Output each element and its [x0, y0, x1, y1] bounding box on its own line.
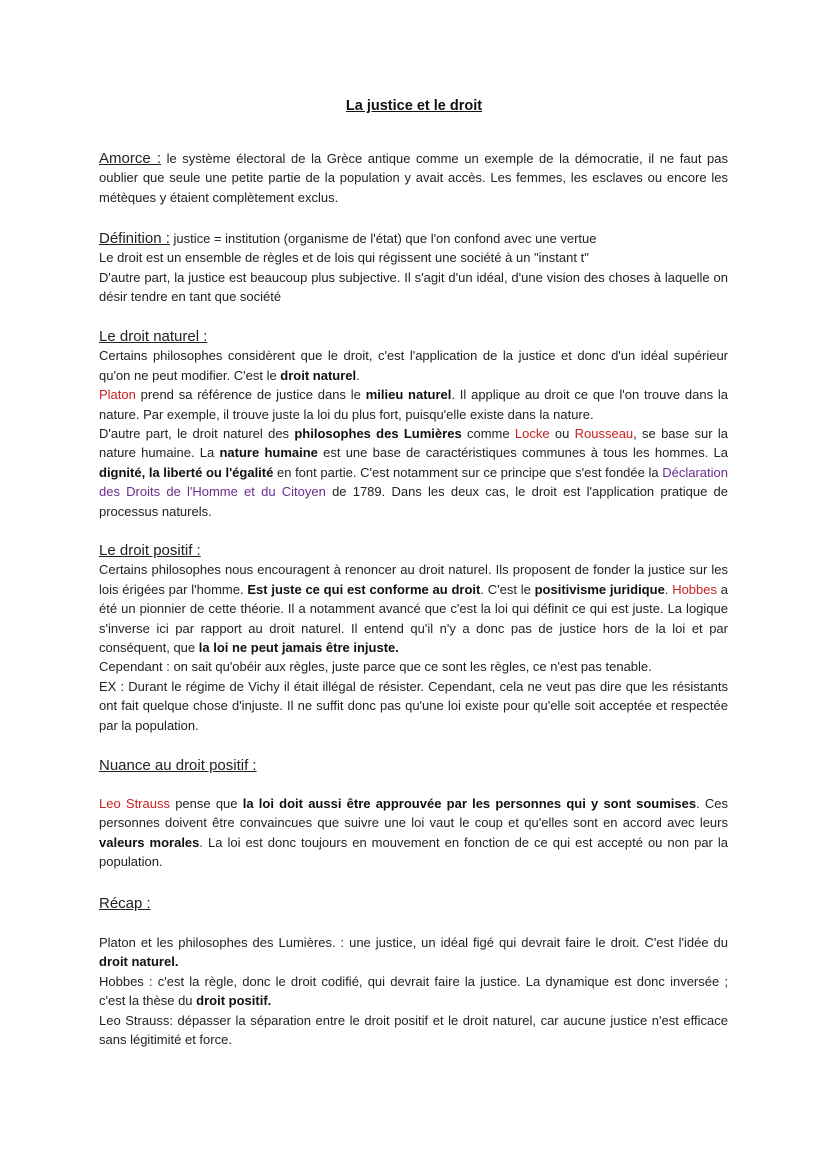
section-recap-body: [99, 933, 728, 1049]
definition-line-3: D'autre part, la justice est beaucoup plus subjective. Il s'agit d'un idéal, d'une vision des choses à laquelle on désir tendre en tant que société: [99, 269, 728, 305]
section-droit-positif: [99, 541, 728, 735]
droit-naturel-paragraph-1: Certains philosophes considèrent que le droit, c'est l'application de la justice et donc d'un idéal supérieur qu'on ne peut modifier. C'est le droit naturel.: [99, 348, 728, 383]
amorce-label: Amorce :: [99, 150, 161, 167]
section-nuance: [99, 756, 728, 775]
droit-positif-paragraph-1: Certains philosophes nous encouragent à renoncer au droit naturel. Ils proposent de fonder la justice sur les lois érigées par l'homme. Est juste ce qui est conforme au droit. C'est le positivisme juridique. Hobbes a été un pionnier de cette théorie. Il a notamment avancé que c'est la loi qui définit ce qui est juste. La logique s'inverse ici par rapport au droit naturel. Il entend qu'il n'y a donc pas de justice hors de la loi et par conséquent, que la loi ne peut jamais être injuste.: [99, 562, 728, 656]
droit-naturel-paragraph-3: D'autre part, le droit naturel des philosophes des Lumières comme Locke ou Rousseau, se base sur la nature humaine. La nature humaine est une base de caractéristiques communes à tous les hommes. La dignité, la liberté ou l'égalité en font partie. C'est notamment sur ce principe que s'est fondée la Déclaration des Droits de l'Homme et du Citoyen de 1789. Dans les deux cas, le droit est l'application pratique de processus naturels.: [99, 426, 729, 519]
droit-positif-paragraph-2: Cependant : on sait qu'obéir aux règles, juste parce que ce sont les règles, ce n'est pas tenable.: [99, 659, 652, 675]
name-platon: Platon: [99, 387, 136, 403]
name-leo-strauss: Leo Strauss: [99, 796, 170, 811]
nuance-heading: Nuance au droit positif :: [99, 757, 257, 774]
amorce-paragraph: [99, 149, 728, 207]
droit-naturel-paragraph-2: Platon prend sa référence de justice dans le milieu naturel. Il applique au droit ce que l'on trouve dans la nature. Par exemple, il trouve juste la loi du plus fort, puisqu'elle existe dans la nature.: [99, 387, 728, 422]
definition-line-1: Définition : justice = institution (organisme de l'état) que l'on confond avec une vertue: [99, 230, 597, 247]
recap-paragraph-2: Hobbes : c'est la règle, donc le droit codifié, qui devrait faire la justice. La dynamique est donc inversée ; c'est la thèse du droit positif.: [99, 973, 728, 1009]
definition-label: Définition :: [99, 230, 170, 247]
section-amorce: [99, 149, 728, 207]
section-recap: [99, 894, 728, 913]
nuance-paragraph: Leo Strauss pense que la loi doit aussi être approuvée par les personnes qui y sont soumises. Ces personnes doivent être convaincues que suivre une loi vaut le coup et qu'elles sont en accord avec leurs valeurs morales. La loi est donc toujours en mouvement en fonction de ce qui est accepté ou non par la population.: [99, 796, 729, 870]
section-definition: [99, 229, 728, 307]
document-title: La justice et le droit: [345, 98, 483, 114]
definition-line-2: Le droit est un ensemble de règles et de lois qui régissent une société à un "instant t": [99, 250, 589, 266]
name-rousseau: Rousseau: [574, 426, 634, 442]
name-locke: Locke: [514, 426, 550, 442]
section-nuance-body: [99, 794, 728, 872]
section-droit-naturel: [99, 327, 728, 521]
droit-positif-heading: Le droit positif :: [99, 542, 201, 559]
recap-heading: Récap :: [99, 895, 151, 912]
droit-positif-paragraph-3: EX : Durant le régime de Vichy il était illégal de résister. Cependant, cela ne veut pas dire que les résistants ont fait quelque chose d'injuste. Il ne suffit donc pas qu'une loi existe pour qu'elle soit acceptée et respectée par la population.: [99, 678, 728, 733]
droit-naturel-heading: Le droit naturel :: [99, 328, 208, 345]
recap-paragraph-1: Platon et les philosophes des Lumières. : une justice, un idéal figé qui devrait faire le droit. C'est l'idée du droit naturel.: [99, 935, 728, 970]
declaration-reference: Déclaration des Droits de l'Homme et du Citoyen: [99, 464, 728, 500]
name-hobbes: Hobbes: [672, 581, 717, 597]
amorce-text: le système électoral de la Grèce antique comme un exemple de la démocratie, il ne faut pas oublier que seule une petite partie de la population y avait accès. Les femmes, les esclaves ou encore les métèques y étaient complètement exclus.: [99, 151, 728, 205]
recap-paragraph-3: Leo Strauss: dépasser la séparation entre le droit positif et le droit naturel, car aucune justice n'est efficace sans légitimité et force.: [99, 1012, 728, 1048]
